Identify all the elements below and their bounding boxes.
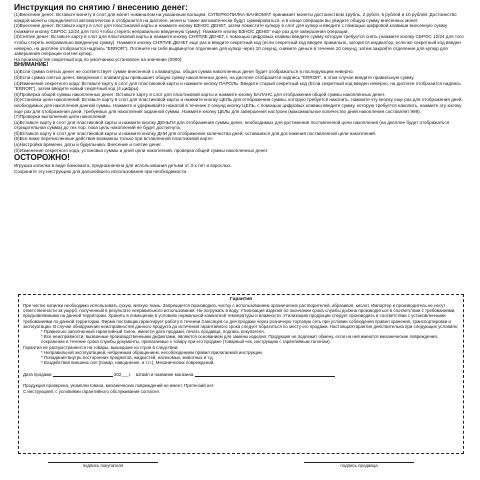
no-warranty-item-1: * Неправильной эксплуатацией, небрежным обращением, несоблюдением правил прилагаемой инструкции. — [41, 349, 264, 355]
warranty-title: Гарантия — [230, 297, 252, 302]
paragraph-coin-deposit: (1)Внесение денег: Вставьте монету в слот для монет номиналом на указанным пальцем. СУПЕРКОПИЛКА-БАНКОМАТ принимает монеты достоинством 1рубль, 2 рубля, 5 рублей и 10 рублей. Достоинство каждой монеты определяется автоматически и отобразится на дисплее, монеты также автоматически будут суммироваться, и в конце операции вы увидите общую сумму внесенных монет. — [14, 12, 457, 23]
warranty-box — [18, 294, 464, 454]
paragraph-check-goal: (7)Проверка выполнения цели накоплений: — [14, 114, 107, 120]
warranty-condition-1: * Правильно заполненный гарантийный талон, имеется дата продажи, печать продавца, подпись покупателя. — [41, 329, 265, 335]
stamp-label: Штамп и название магазина — [135, 372, 194, 378]
sale-date-label: Дата продажи — [23, 372, 52, 378]
no-warranty-item-3: * Воздействия внешних сил (пожар, наводнение, и т.п.), Механических повреждений. — [41, 360, 215, 366]
sale-date-row — [23, 371, 459, 377]
attention-heading: ВНИМАНИЕ! — [14, 62, 49, 69]
instruction-sheet — [14, 2, 466, 174]
no-warranty-intro: Гарантия не распространяется на товары, вышедшие из строя в следствии: — [23, 344, 179, 350]
attention-item-a: (а)Если сумма снятых денег не соответствует сумме внесенной с клавиатуры, общая сумма накопленных денег будет отображаться в последующем неверно. — [14, 69, 354, 75]
warranty-condition-2: * Все неисправности, вызванные производственными дефектами, являются основанием для замены изделия. Продукция не подлежит обмену, если на ней имеются механические повреждения, сохранение в течение срока службы документы, прилагаемые к товару при его продаже (товарный чек, инструкцию с гарантийным талоном). — [41, 334, 438, 345]
paragraph-check-balance: (5)Проверка общей суммы накопленных денег: Вставьте карту в слот для пластиковой карты и нажмите кнопку БАЛАНС для отображения общей суммы накопленных денег. — [14, 91, 386, 97]
caution-keep: Сохраните эту инструкцию для дальнейшего использования при необходимости. — [14, 168, 188, 174]
signatures — [18, 462, 464, 476]
paragraph-set-goal: (6)Установка цели накоплений: Вставьте карту в слот для пластиковой карты и нажмите кнопку ЦЕЛЬ для отображения суммы, которую требуется накопить, нажмите эту кнопку еще раз для отображения дней, необходимых для накопления данной суммы. Нажмите и удерживайте нажатой в течение 2 секунд кнопку ЦЕЛЬ, с помощью цифровых клавиш введите сумму, которую требуется накопить, нажмите эту кнопку еще раз для отображения дней, требуемых для накопления заданной суммы. Нажмите кнопку ЦЕЛЬ для завершения настроек (максимальное количество дней накопления составляет 999). — [14, 97, 463, 114]
no-warranty-item-2: * Попадания внутрь посторонних предметов, жидкостей, насекомых, животных и т.д. — [41, 355, 214, 361]
seller-signature-label: подпись продавца — [340, 463, 378, 468]
paragraph-default-code: На производстве секретный код по умолчанию установлен на значение (0000). — [14, 56, 183, 62]
attention-item-b: (б)Если сумма снятых денег, введенная с клавиатуры превышает общую сумму накопленных денег, на дисплее отобразится надпись "ERROR", в этом случае введите правильную сумму. — [14, 74, 415, 80]
caution-age: Игрушка копилка в виде банкомата, предназначена для использования детьми от 3-х лет и взрослых. — [14, 163, 232, 169]
seller-signature-line[interactable] — [304, 462, 414, 469]
sale-date-field[interactable] — [53, 371, 113, 377]
buyer-signature-label: подпись покупателя — [82, 463, 124, 468]
paragraph-card-required: (8)Все ниже перечисленные действия возможны только при вставленной пластиковой карте: — [14, 136, 214, 142]
store-name-field[interactable] — [195, 371, 335, 377]
paragraph-goal-days: (б)Вставьте карту в слот для пластиковой карты и нажмите кнопку ДНИ для отображения количества дней, оставшихся для достижения поставленной цели накоплений. — [14, 130, 377, 136]
paragraph-banknote-deposit: (2)Внесение денег: Вставьте карту в слот для пластиковой карты и нажмите кнопку ВЗНОС ДЕНЕГ, затем поместите купюру в слот для купюр и введите с помощью цифровой клавиши внесенную сумму (нажмите кнопку СБРОС 12/24 для того чтобы стереть неправильно введенную сумму). Нажмите кнопку ВЗНОС ДЕНЕГ еще раз для завершения операции. — [14, 23, 448, 34]
paragraph-goal-money: (а)Вставьте карту в слот для пластиковой карты и нажмите кнопку ДЕНЬГИ для отображения суммы денег, необходимых для достижения поставленной цели накопления (на дисплее будет отображаться отрицательная сумма) до тех пор, пока цель накоплений не будет достигнута. — [14, 119, 450, 131]
paragraph-change-code: (4)Изменение секретного кода: Вставьте карту в слот для пластиковой карты и нажмите кнопку ПАРОЛЬ. Введите старый секретный код (Если секретный код введен неверно, на дисплее отобразится надпись "ERROR"), затем введите новый секретный код (4 цифры). — [14, 80, 461, 92]
caution-heading: ОСТОРОЖНО! — [14, 153, 70, 163]
buyer-signature-line[interactable] — [48, 462, 158, 469]
paragraph-card-action-b: (б)Изменение секретного кода, установка суммы и дней цели накоплений, проверка общей суммы накопленных денег. — [14, 147, 269, 153]
instructions-title: Инструкция по снятию / внесению денег: — [14, 2, 188, 12]
agreement-text: С инструкцией, с условиями гарантийного обслуживания согласен. — [23, 388, 161, 394]
paragraph-withdrawal: (3)Снятие денег: Вставьте карту в слот для пластиковой карты и нажмите кнопку СНЯТИЕ ДЕНЕГ, с помощью цифровых клавиш введите сумму которую требуется снять (нажмите кнопку СБРОС 12/24 для того чтобы стереть неправильно введенную сумму). Нажмите кнопку СНЯТИЕ ДЕНЕГ еще раз и введите секретный код (если секретный код введён правильно, загорится индикатор, если же секретный код введен неверно, на дисплее отобразится надпись "ERROR"). Потяните на себя выдвинутое отделение для купюр через 10 секунд, снимите деньги в течение 10 секунд, затем закройте отделение для купюр для завершения операции снятия купюр. — [14, 34, 464, 57]
sale-year: 202___г. — [113, 372, 131, 378]
paragraph-card-action-a: (а)Настройка времени, даты и будильника. Внесение и снятие денег. — [14, 142, 162, 148]
product-check-text: Продукция проверена, укомплектована, механических повреждений не имеет. Претензий нет. — [23, 383, 215, 389]
warranty-body: При чистке копилки необходимо использовать сухую, мягкую ткань. Запрещается производить чистку с использованием органических растворителей, абразивов, кислот. Импортер и производитель не несут ответственности за ущерб, полученный в результате неправильного использования. Не погружать в воду. Утилизация изделия по окончании срока службы должна производиться в соответствии с требованиями, предъявляемыми на данной территории. Хранить в помещении в условиях нормальной комнатной температуры и влажности. Утилизацию продукции следует производить в соответствии с установленными требованиями по данной территории. Фирма поставщик гарантирует работу в течении 3 месяцев со дня продажи через розничную торговую сеть при условии соблюдения правил хранения, транспортировки и эксплуатации. В случае обнаружения неисправностей данного продукта до истечения гарантийного срока следует обратиться по месту его продажи. Настоящая гарантия действительна при следующих условиях: — [23, 303, 459, 329]
